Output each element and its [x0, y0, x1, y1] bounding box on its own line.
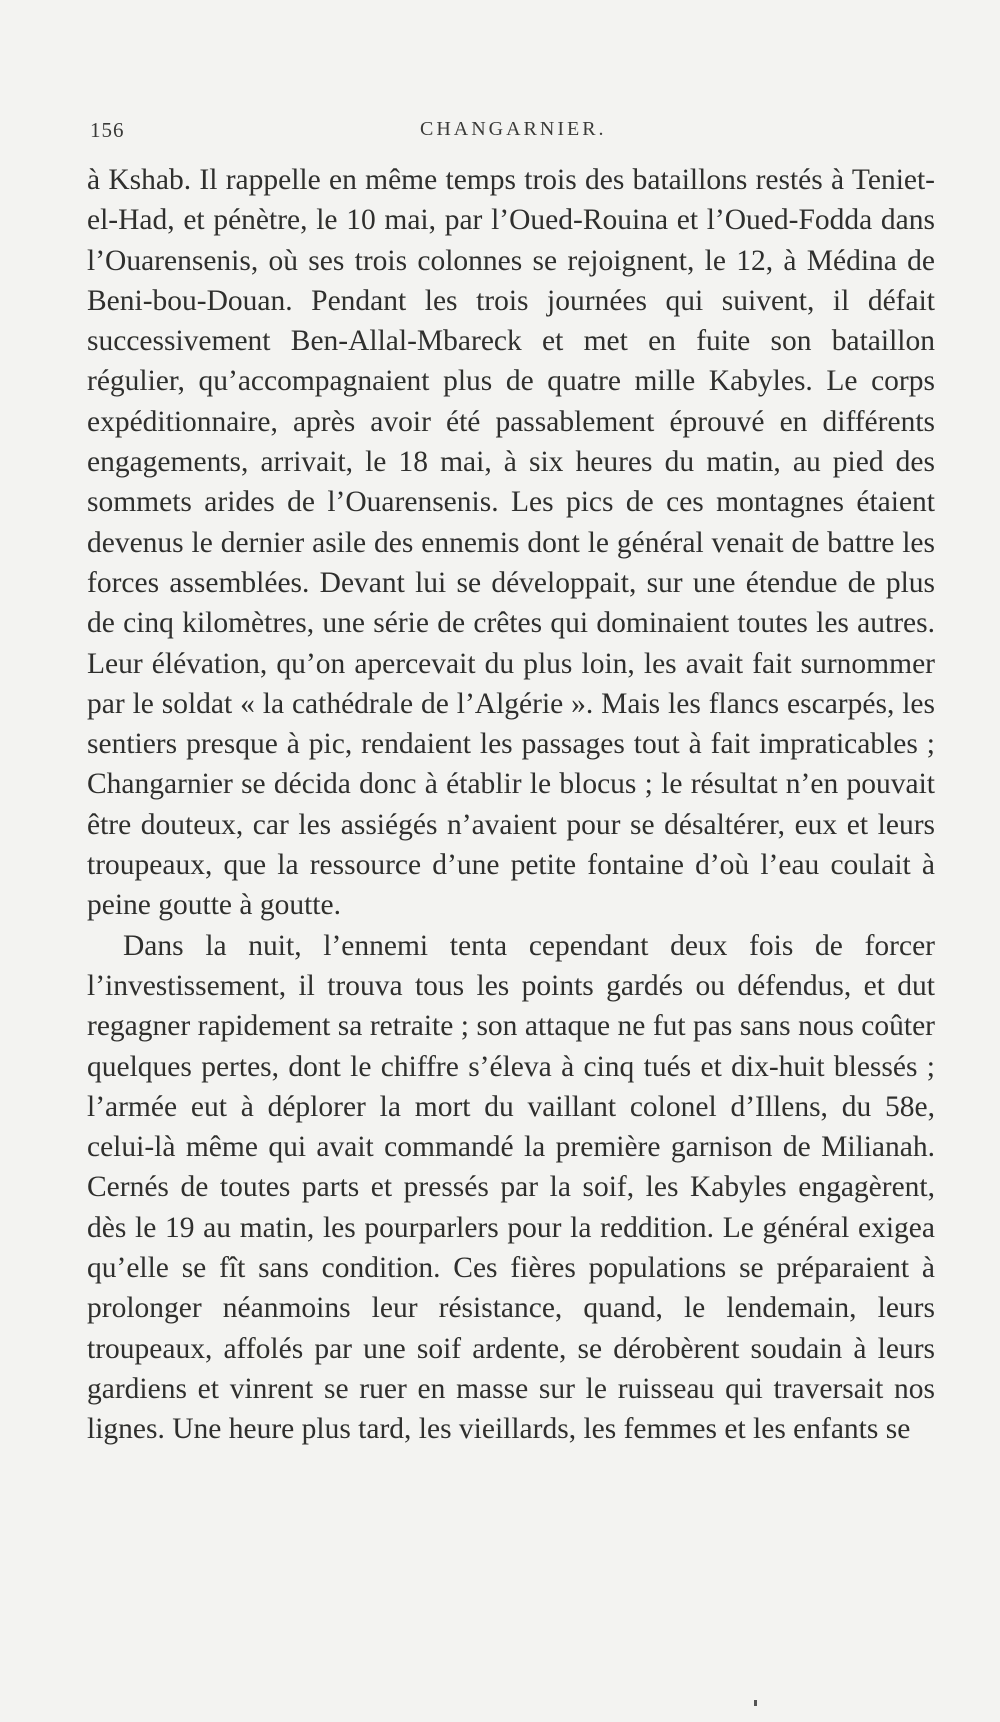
body-text	[87, 160, 935, 1450]
running-title: CHANGARNIER.	[420, 118, 607, 140]
page-header	[90, 112, 935, 152]
paragraph-1: à Kshab. Il rappelle en même temps trois des bataillons restés à Teniet-el-Had, et pénètre, le 10 mai, par l’Oued-Rouina et l’Oued-Fodda dans l’Ouarensenis, où ses trois colonnes se rejoignent, le 12, à Médina de Beni-bou-Douan. Pendant les trois journées qui suivent, il défait successivement Ben-Allal-Mbareck et met en fuite son bataillon régulier, qu’accompagnaient plus de quatre mille Kabyles. Le corps expéditionnaire, après avoir été passablement éprouvé en différents engagements, arrivait, le 18 mai, à six heures du matin, au pied des sommets arides de l’Ouarensenis. Les pics de ces montagnes étaient devenus le dernier asile des ennemis dont le général venait de battre les forces assemblées. Devant lui se développait, sur une étendue de plus de cinq kilomètres, une série de crêtes qui dominaient toutes les autres. Leur élévation, qu’on apercevait du plus loin, les avait fait surnommer par le soldat « la cathédrale de l’Algérie ». Mais les flancs escarpés, les sentiers presque à pic, rendaient les passages tout à fait impraticables ; Changarnier se décida donc à établir le blocus ; le résultat n’en pouvait être douteux, car les assiégés n’avaient pour se désaltérer, eux et leurs troupeaux, que la ressource d’une petite fontaine d’où l’eau coulait à peine goutte à goutte.	[87, 164, 935, 922]
page-number: 156	[90, 118, 125, 142]
print-mark	[754, 1700, 757, 1706]
paragraph-2: Dans la nuit, l’ennemi tenta cependant deux fois de forcer l’investissement, il trouva tous les points gardés ou défendus, et dut regagner rapidement sa retraite ; son attaque ne fut pas sans nous coûter quelques pertes, dont le chiffre s’éleva à cinq tués et dix-huit blessés ; l’armée eut à déplorer la mort du vaillant colonel d’Illens, du 58e, celui-là même qui avait commandé la première garnison de Milianah. Cernés de toutes parts et pressés par la soif, les Kabyles engagèrent, dès le 19 au matin, les pourparlers pour la reddition. Le général exigea qu’elle se fît sans condition. Ces fières populations se préparaient à prolonger néanmoins leur résistance, quand, le lendemain, leurs troupeaux, affolés par une soif ardente, se dérobèrent soudain à leurs gardiens et vinrent se ruer en masse sur le ruisseau qui traversait nos lignes. Une heure plus tard, les vieillards, les femmes et les enfants se	[87, 929, 935, 1446]
